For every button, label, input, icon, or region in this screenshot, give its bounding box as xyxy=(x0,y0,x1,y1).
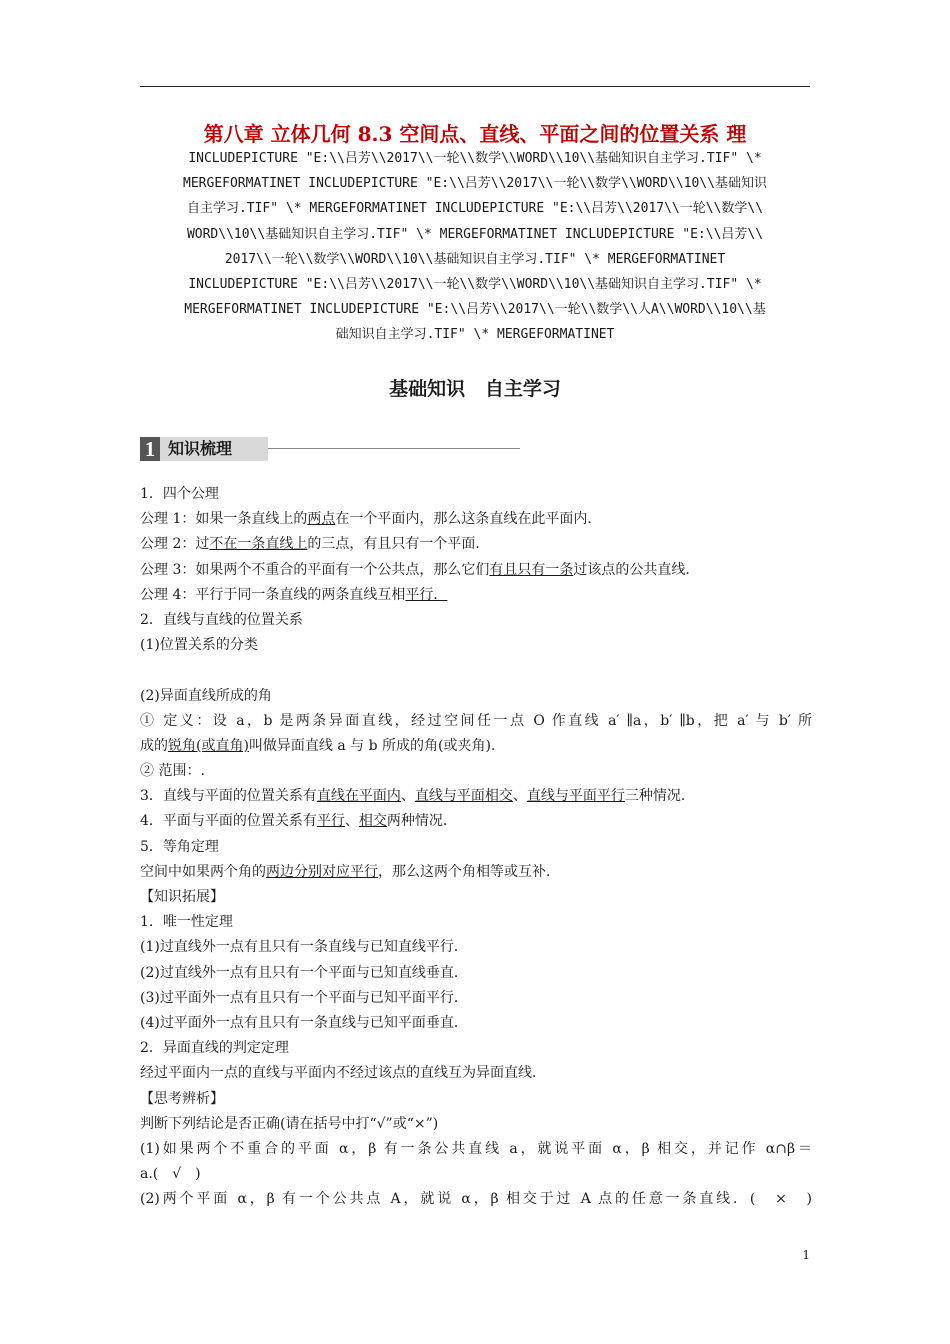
subheading-skew-angle: (2)异面直线所成的角 xyxy=(140,687,272,704)
field-code-line: WORD\\10\\基础知识自主学习.TIF" \* MERGEFORMATINET INCLUDEPICTURE "E:\\吕芳\\ xyxy=(186,226,764,242)
header-rule xyxy=(140,86,810,87)
text: 公理 1：如果一条直线上的 xyxy=(140,511,308,528)
text: 叫做异面直线 a 与 b 所成的角(或夹角)． xyxy=(248,737,505,754)
definition-line-2 xyxy=(140,734,812,759)
uniqueness-item: (2)过直线外一点有且只有一个平面与已知直线垂直． xyxy=(140,964,468,981)
field-code-line: MERGEFORMATINET INCLUDEPICTURE "E:\\吕芳\\2017\\一轮\\数学\\WORD\\10\\基础知识 xyxy=(183,176,767,192)
field-code-line: 础知识自主学习.TIF" \* MERGEFORMATINET xyxy=(335,327,615,343)
text: 、 xyxy=(400,788,415,805)
heading-four-axioms: 1．四个公理 xyxy=(140,486,219,502)
skew-test-statement: 经过平面内一点的直线与平面内不经过该点的直线互为异面直线． xyxy=(140,1065,546,1082)
field-code-line: 2017\\一轮\\数学\\WORD\\10\\基础知识自主学习.TIF" \* MERGEFORMATINET xyxy=(224,251,726,267)
page-number: 1 xyxy=(802,1248,810,1262)
underlined-answer: 直线与平面相交 xyxy=(414,788,513,805)
underlined-answer: 直线在平面内 xyxy=(316,788,401,805)
text: 在一个平面内，那么这条直线在此平面内． xyxy=(335,511,602,528)
text: 空间中如果两个角的 xyxy=(140,863,266,880)
page-title: 第八章 立体几何 8.3 空间点、直线、平面之间的位置关系 理 xyxy=(203,122,747,146)
text: 公理 3：如果两个不重合的平面有一个公共点，那么它们 xyxy=(140,561,490,578)
blank-line xyxy=(140,658,812,683)
text: 两种情况． xyxy=(386,813,457,830)
text: 过该点的公共直线． xyxy=(573,561,700,578)
text: 3．直线与平面的位置关系有 xyxy=(140,788,317,805)
equal-angle-theorem xyxy=(140,860,812,885)
underlined-answer: 直线与平面平行 xyxy=(526,788,625,805)
plane-plane-relations xyxy=(140,809,812,834)
underlined-answer: 两边分别对应平行 xyxy=(266,863,378,880)
field-code-line: MERGEFORMATINET INCLUDEPICTURE "E:\\吕芳\\2017\\一轮\\数学\\人A\\WORD\\10\\基 xyxy=(184,302,766,318)
definition-line-1: ① 定义：设 a，b 是两条异面直线，经过空间任一点 O 作直线 a′ ∥a，b′ ∥b，把 a′ 与 b′ 所 xyxy=(140,712,812,729)
axiom-3 xyxy=(140,558,812,583)
axiom-1 xyxy=(140,507,812,532)
field-code-line: 自主学习.TIF" \* MERGEFORMATINET INCLUDEPICTURE "E:\\吕芳\\2017\\一轮\\数学\\ xyxy=(186,201,764,217)
heading-equal-angle: 5．等角定理 xyxy=(140,838,219,855)
text: 成的 xyxy=(140,737,168,754)
heading-extension: 【知识拓展】 xyxy=(140,889,224,905)
underlined-answer: 有且只有一条 xyxy=(489,561,574,578)
text: 公理 2：过 xyxy=(140,536,210,553)
main-content xyxy=(140,482,812,1212)
range-line: ② 范围：. xyxy=(140,763,205,780)
uniqueness-item: (4)过平面外一点有且只有一条直线与已知平面垂直． xyxy=(140,1014,468,1031)
underlined-answer: 锐角(或直角) xyxy=(168,737,249,754)
badge-divider xyxy=(268,448,520,449)
axiom-2 xyxy=(140,532,812,557)
text: 公理 4：平行于同一条直线的两条直线互相 xyxy=(140,586,406,603)
axiom-4 xyxy=(140,583,812,608)
section-heading: 基础知识 自主学习 xyxy=(389,378,561,400)
heading-line-line: 2．直线与直线的位置关系 xyxy=(140,611,303,628)
underlined-answer: 相交 xyxy=(358,813,387,830)
heading-think: 【思考辨析】 xyxy=(140,1090,224,1107)
badge-label: 知识梳理 xyxy=(160,437,268,461)
text: 的三点，有且只有一个平面． xyxy=(307,536,490,553)
line-plane-relations xyxy=(140,784,812,809)
subheading-classification: (1)位置关系的分类 xyxy=(140,637,258,654)
heading-skew-test: 2．异面直线的判定定理 xyxy=(140,1040,289,1057)
heading-uniqueness: 1．唯一性定理 xyxy=(140,914,233,931)
underlined-answer: 两点 xyxy=(307,511,336,528)
section-badge xyxy=(140,437,268,461)
text: 、 xyxy=(512,788,527,805)
text: 4．平面与平面的位置关系有 xyxy=(140,813,317,830)
underlined-answer: 不在一条直线上 xyxy=(209,536,308,553)
field-code-block xyxy=(140,146,810,348)
think-item-1: (1)如果两个不重合的平面 α，β 有一条公共直线 a，就说平面 α，β 相交，并记作 α∩β＝ xyxy=(140,1140,812,1157)
underlined-answer: 平行． xyxy=(405,586,448,603)
text: 三种情况． xyxy=(624,788,695,805)
think-instruction: 判断下列结论是否正确(请在括号中打“√”或“×”) xyxy=(140,1115,439,1132)
uniqueness-item: (3)过平面外一点有且只有一个平面与已知平面平行． xyxy=(140,989,468,1006)
badge-number: 1 xyxy=(140,437,160,461)
text: ，那么这两个角相等或互补． xyxy=(378,863,560,880)
field-code-line: INCLUDEPICTURE "E:\\吕芳\\2017\\一轮\\数学\\WORD\\10\\基础知识自主学习.TIF" \* xyxy=(188,277,762,293)
field-code-line: INCLUDEPICTURE "E:\\吕芳\\2017\\一轮\\数学\\WORD\\10\\基础知识自主学习.TIF" \* xyxy=(188,151,762,166)
underlined-answer: 平行 xyxy=(316,813,345,830)
think-item-1-cont: a.( √ ) xyxy=(140,1166,201,1183)
think-item-2: (2)两个平面 α，β 有一个公共点 A，就说 α，β 相交于过 A 点的任意一条直线．( × ) xyxy=(140,1191,812,1208)
text: 、 xyxy=(344,813,359,830)
uniqueness-item: (1)过直线外一点有且只有一条直线与已知直线平行． xyxy=(140,939,468,956)
